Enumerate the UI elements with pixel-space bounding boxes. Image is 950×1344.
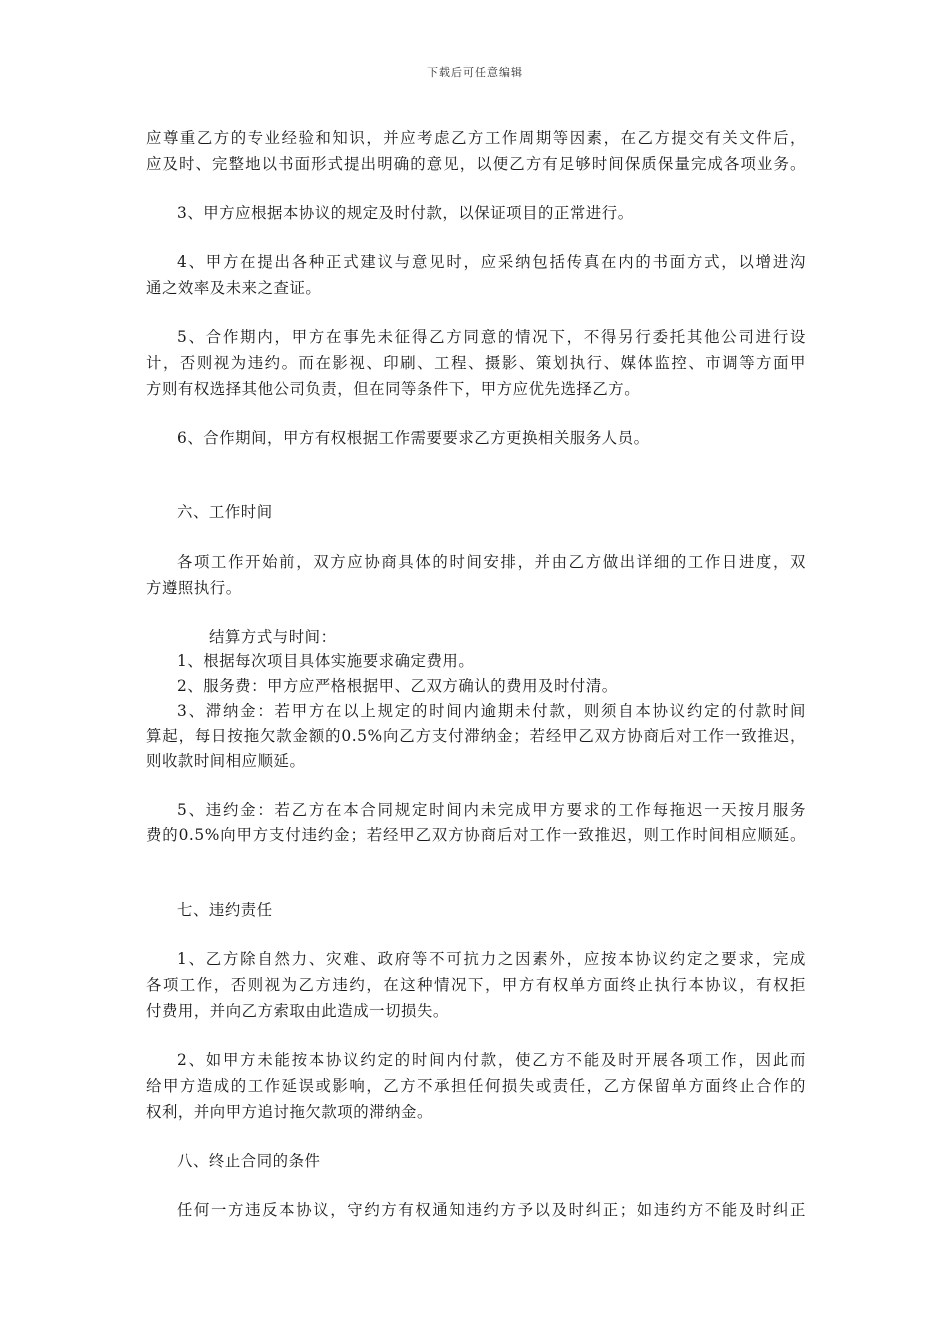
body-line: 各项工作，否则视为乙方违约，在这种情况下，甲方有权单方面终止执行本协议，有权拒 <box>146 976 806 994</box>
liability-item-1: 1、乙方除自然力、灾难、政府等不可抗力之因素外，应按本协议约定之要求，完成 <box>177 950 806 968</box>
section-heading-6: 六、工作时间 <box>177 503 273 521</box>
body-line: 通之效率及未来之查证。 <box>146 279 322 297</box>
body-line: 付费用，并向乙方索取由此造成一切损失。 <box>146 1002 449 1020</box>
section-heading-8: 八、终止合同的条件 <box>177 1152 321 1170</box>
body-line: 给甲方造成的工作延误或影响，乙方不承担任何损失或责任，乙方保留单方面终止合作的 <box>146 1077 806 1095</box>
body-line: 任何一方违反本协议，守约方有权通知违约方予以及时纠正；如违约方不能及时纠正 <box>177 1201 806 1219</box>
body-line: 应及时、完整地以书面形式提出明确的意见，以便乙方有足够时间保质保量完成各项业务。 <box>146 155 806 173</box>
section-heading-7: 七、违约责任 <box>177 901 273 919</box>
clause-5: 5、合作期内，甲方在事先未征得乙方同意的情况下，不得另行委托其他公司进行设 <box>177 328 806 346</box>
body-line: 计，否则视为违约。而在影视、印刷、工程、摄影、策划执行、媒体监控、市调等方面甲 <box>146 354 806 372</box>
body-line: 方遵照执行。 <box>146 579 242 597</box>
body-line: 方则有权选择其他公司负责，但在同等条件下，甲方应优先选择乙方。 <box>146 380 641 398</box>
clause-4: 4、甲方在提出各种正式建议与意见时，应采纳包括传真在内的书面方式，以增进沟 <box>177 253 806 271</box>
body-line: 权利，并向甲方追讨拖欠款项的滞纳金。 <box>146 1103 433 1121</box>
body-line: 则收款时间相应顺延。 <box>146 752 306 770</box>
body-line: 各项工作开始前，双方应协商具体的时间安排，并由乙方做出详细的工作日进度，双 <box>177 553 806 571</box>
liability-item-2: 2、如甲方未能按本协议约定的时间内付款，使乙方不能及时开展各项工作，因此而 <box>177 1051 806 1069</box>
settlement-heading: 结算方式与时间： <box>209 628 337 646</box>
body-line: 算起，每日按拖欠款金额的0.5%向乙方支付滞纳金；若经甲乙双方协商后对工作一致推迟， <box>146 727 806 745</box>
clause-6: 6、合作期间，甲方有权根据工作需要要求乙方更换相关服务人员。 <box>177 429 650 447</box>
settlement-item-2: 2、服务费：甲方应严格根据甲、乙双方确认的费用及时付清。 <box>177 677 618 695</box>
settlement-item-3: 3、滞纳金：若甲方在以上规定的时间内逾期未付款，则须自本协议约定的付款时间 <box>177 702 806 720</box>
clause-3: 3、甲方应根据本协议的规定及时付款，以保证项目的正常进行。 <box>177 204 634 222</box>
page-header: 下载后可任意编辑 <box>427 66 523 79</box>
body-line: 费的0.5%向甲方支付违约金；若经甲乙双方协商后对工作一致推迟，则工作时间相应顺延。 <box>146 826 806 844</box>
settlement-item-1: 1、根据每次项目具体实施要求确定费用。 <box>177 652 475 670</box>
body-line: 应尊重乙方的专业经验和知识，并应考虑乙方工作周期等因素，在乙方提交有关文件后， <box>146 129 806 147</box>
settlement-item-5: 5、违约金：若乙方在本合同规定时间内未完成甲方要求的工作每拖迟一天按月服务 <box>177 801 806 819</box>
